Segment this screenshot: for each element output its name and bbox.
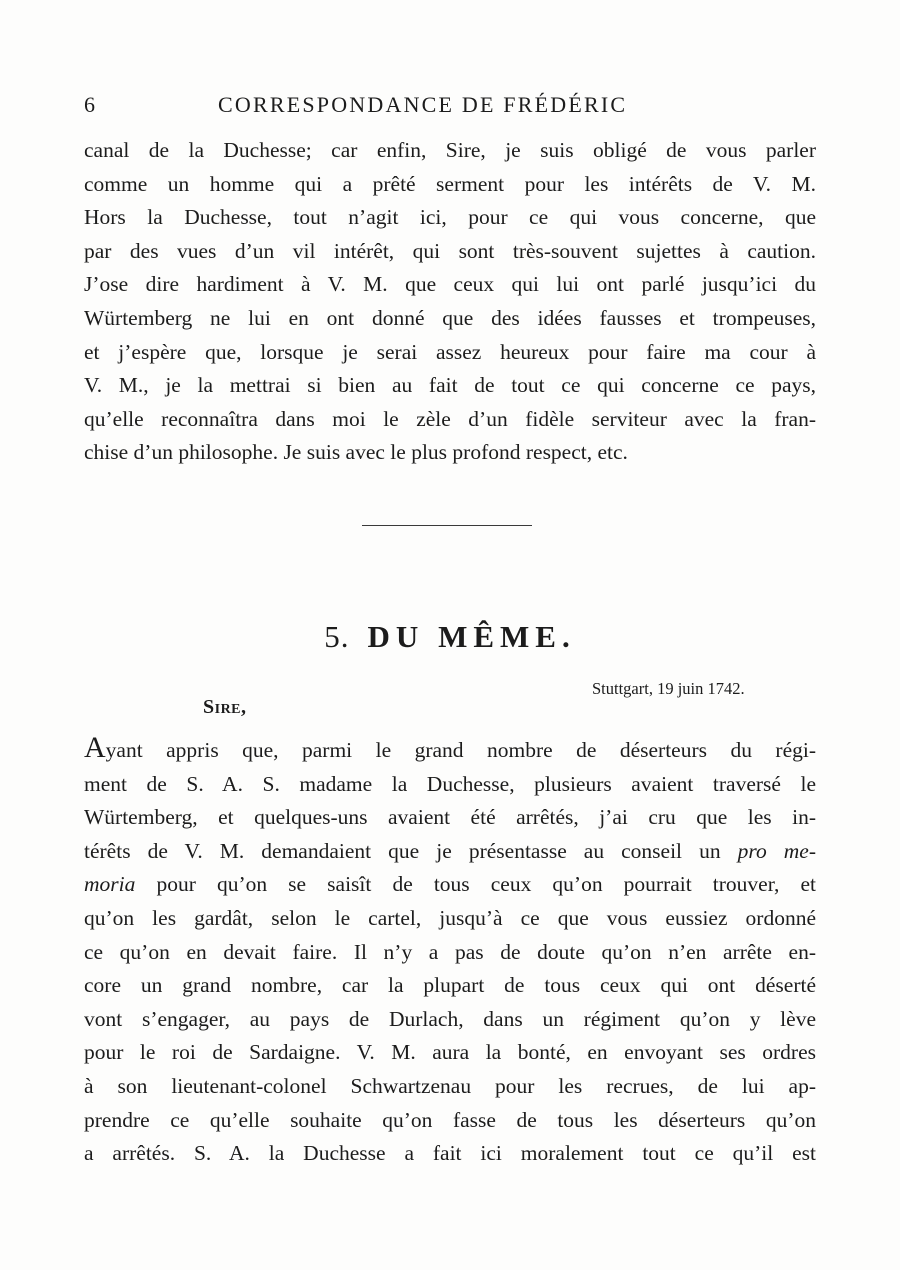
dateline: Stuttgart, 19 juin 1742. [592,679,745,698]
text-line: a arrêtés. S. A. la Duchesse a fait ici moralement tout ce qu’il est [84,1141,816,1166]
italic-term: pro me- [737,838,816,863]
text-line: et j’espère que, lorsque je serai assez heureux pour faire ma cour à [84,339,816,364]
closing-line: chise d’un philosophe. Je suis avec le plus profond respect, etc. [84,440,628,465]
text-line: J’ose dire hardiment à V. M. que ceux qui lui ont parlé jusqu’ici du [84,272,816,297]
text-line [84,835,816,869]
text-segment: pour qu’on se saisît de tous ceux qu’on pourrait trouver, et [135,872,816,897]
text-line: à son lieutenant-colonel Schwartzenau pour les recrues, de lui ap- [84,1073,816,1098]
text-line: ce qu’on en devait faire. Il n’y a pas de doute qu’on n’en arrête en- [84,939,816,964]
text-line: vont s’engager, au pays de Durlach, dans un régiment qu’on y lève [84,1006,816,1031]
letter-title: DU MÊME. [367,619,576,654]
drop-cap: A [84,731,106,764]
text-line: core un grand nombre, car la plupart de tous ceux qui ont déserté [84,973,816,998]
previous-letter-continuation [84,134,816,470]
letter-body [84,731,816,1171]
letter-heading [0,615,900,659]
running-title: CORRESPONDANCE DE FRÉDÉRIC [218,92,628,117]
text-line: V. M., je la mettrai si bien au fait de tout ce qui concerne ce pays, [84,373,816,398]
text-line: par des vues d’un vil intérêt, qui sont très-souvent sujettes à caution. [84,238,816,263]
page-number: 6 [84,92,95,117]
first-line-text: yant appris que, parmi le grand nombre de déserteurs du régi- [105,738,816,762]
text-line: canal de la Duchesse; car enfin, Sire, je suis obligé de vous parler [84,138,816,162]
text-line: pour le roi de Sardaigne. V. M. aura la bonté, en envoyant ses ordres [84,1040,816,1065]
text-line: ment de S. A. S. madame la Duchesse, plusieurs avaient traversé le [84,771,816,796]
salutation: Sire, [203,696,247,718]
text-line: Hors la Duchesse, tout n’agit ici, pour ce qui vous concerne, que [84,205,816,230]
text-line: Würtemberg ne lui en ont donné que des idées fausses et trompeuses, [84,305,816,330]
text-line: qu’on les gardât, selon le cartel, jusqu’à ce que vous eussiez ordonné [84,905,816,930]
letter-number: 5. [324,619,350,654]
text-segment: térêts de V. M. demandaient que je présentasse au conseil un [84,838,738,863]
section-divider-rule [362,525,532,526]
italic-term: moria [84,872,136,897]
first-line [84,731,816,768]
text-line: comme un homme qui a prêté serment pour les intérêts de V. M. [84,171,816,196]
text-line: prendre ce qu’elle souhaite qu’on fasse de tous les déserteurs qu’on [84,1107,816,1132]
text-line: qu’elle reconnaîtra dans moi le zèle d’un fidèle serviteur avec la fran- [84,406,816,431]
running-head [84,88,816,122]
text-line [84,868,816,902]
text-line: Würtemberg, et quelques-uns avaient été arrêtés, j’ai cru que les in- [84,805,816,830]
